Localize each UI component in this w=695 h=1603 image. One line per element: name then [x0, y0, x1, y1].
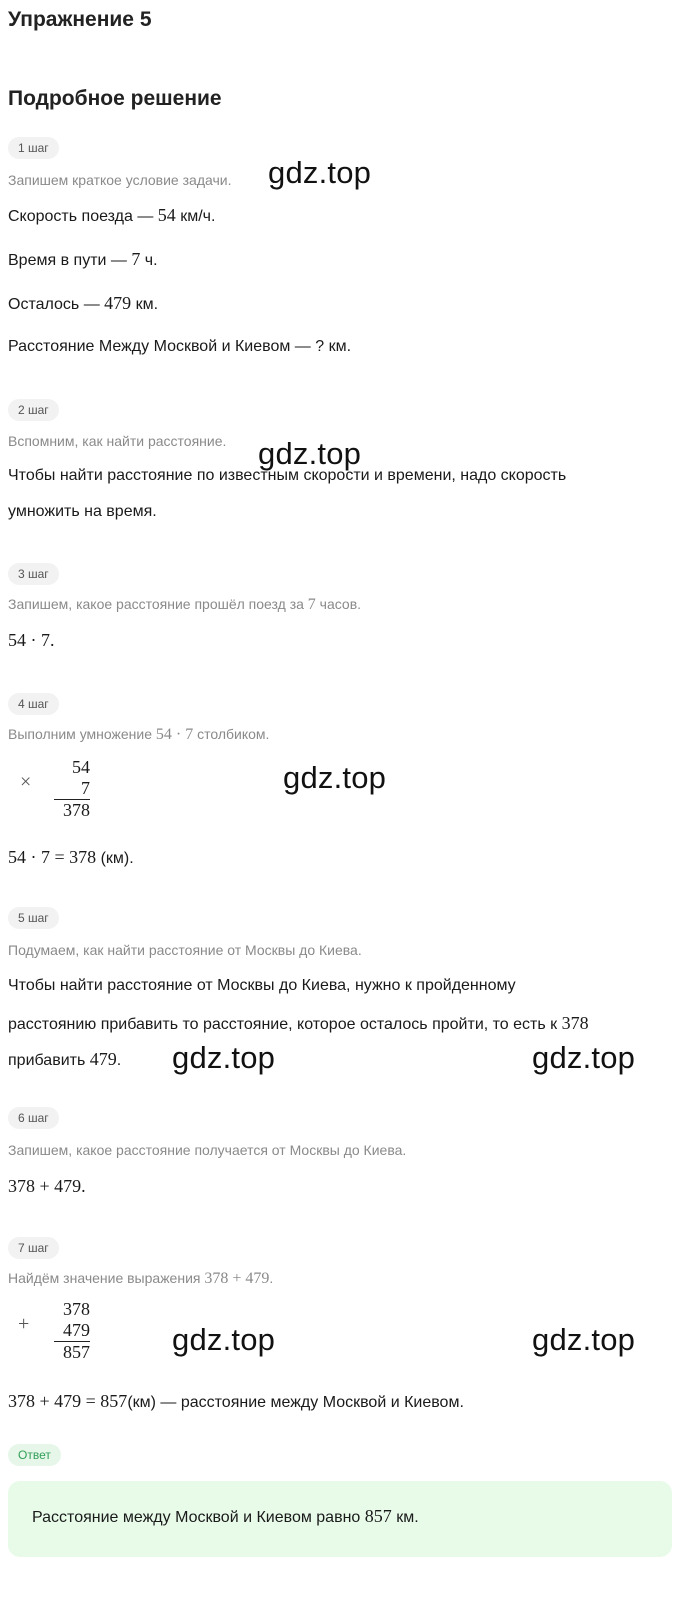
watermark: gdz.top [268, 155, 372, 190]
multiplicand: 54 [72, 757, 90, 777]
step-7-badge: 7 шаг [8, 1237, 59, 1259]
step-6-expression: 378 + 479. [8, 1176, 86, 1196]
step-3-hint: Запишем, какое расстояние прошёл поезд за 7 часов. [8, 596, 362, 613]
step-4-badge: 4 шаг [8, 693, 59, 715]
step-5-hint: Подумаем, как найти расстояние от Москвы до Киева. [8, 942, 362, 958]
step-1-line-speed: Скорость поезда — 54 км/ч. [8, 205, 216, 225]
watermark: gdz.top [172, 1040, 276, 1075]
watermark: gdz.top [283, 760, 387, 795]
multiply-sign: × [20, 771, 32, 793]
step-1-badge: 1 шаг [8, 137, 59, 159]
step-2-badge: 2 шаг [8, 399, 59, 421]
step-1-hint: Запишем краткое условие задачи. [8, 172, 232, 188]
step-4-hint: Выполним умножение 54 · 7 столбиком. [8, 726, 270, 743]
step-3-expression: 54 · 7. [8, 630, 55, 650]
step-3-badge: 3 шаг [8, 563, 59, 585]
column-multiplication [54, 757, 90, 821]
step-4-result: 54 · 7 = 378 (км). [8, 847, 134, 867]
watermark: gdz.top [532, 1322, 636, 1357]
step-2-hint: Вспомним, как найти расстояние. [8, 433, 227, 449]
step-2-line-2: умножить на время. [8, 503, 157, 520]
multiplier: 7 [81, 778, 90, 798]
sum: 857 [54, 1341, 90, 1363]
solution-heading: Подробное решение [8, 87, 222, 110]
product: 378 [54, 799, 90, 821]
step-6-badge: 6 шаг [8, 1107, 59, 1129]
answer-text: Расстояние между Москвой и Киевом равно 857 км. [32, 1506, 419, 1526]
addend-1: 378 [63, 1299, 90, 1319]
step-1-line-remaining: Осталось — 479 км. [8, 293, 159, 313]
column-addition [54, 1299, 90, 1363]
step-5-badge: 5 шаг [8, 907, 59, 929]
watermark: gdz.top [532, 1040, 636, 1075]
step-5-line-3: прибавить 479. [8, 1049, 122, 1069]
step-5-line-2: расстоянию прибавить то расстояние, которое осталось пройти, то есть к 378 [8, 1013, 589, 1033]
step-1-line-question: Расстояние Между Москвой и Киевом — ? км. [8, 338, 352, 355]
addend-2: 479 [63, 1320, 90, 1340]
answer-badge: Ответ [8, 1444, 61, 1466]
page-title: Упражнение 5 [8, 8, 152, 31]
watermark: gdz.top [258, 436, 362, 471]
step-1-line-time: Время в пути — 7 ч. [8, 249, 158, 269]
step-5-line-1: Чтобы найти расстояние от Москвы до Киева, нужно к пройденному [8, 977, 516, 994]
step-2-line-1: Чтобы найти расстояние по известным скорости и времени, надо скорость [8, 467, 567, 484]
step-6-hint: Запишем, какое расстояние получается от Москвы до Киева. [8, 1142, 407, 1158]
step-7-hint: Найдём значение выражения 378 + 479. [8, 1270, 274, 1287]
plus-sign: + [18, 1313, 30, 1335]
watermark: gdz.top [172, 1322, 276, 1357]
step-7-result: 378 + 479 = 857(км) — расстояние между Москвой и Киевом. [8, 1391, 464, 1411]
